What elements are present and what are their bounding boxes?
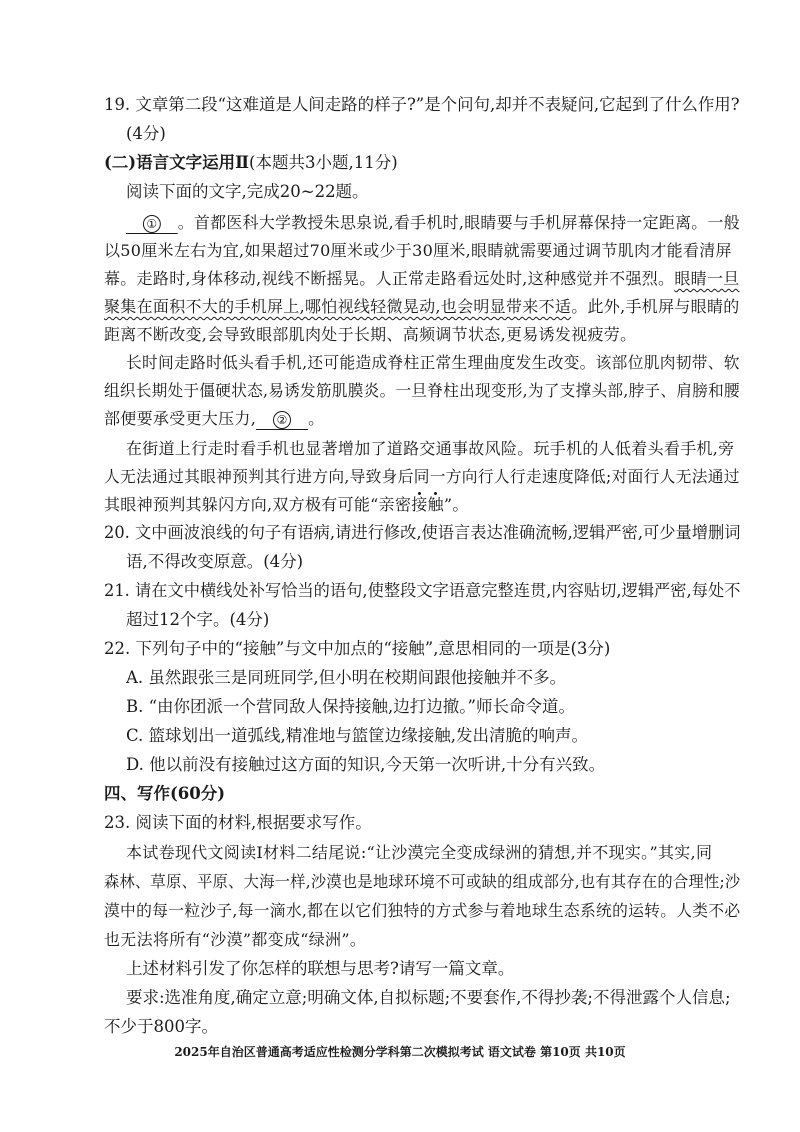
q22-stem: 22. 下列句子中的“接触”与文中加点的“接触”,意思相同的一项是(3分) — [104, 639, 611, 658]
wavy-sentence-part1: 眼睛一旦 — [674, 269, 740, 288]
passage-p1-line2: 以50厘米左右为宜,如果超过70厘米或少于30厘米,眼睛就需要通过调节肌肉才能看清屏 — [104, 241, 732, 260]
passage-p3-line3-end: ”。 — [443, 495, 469, 514]
section2-heading-rest: (本题共3小题,11分) — [249, 153, 398, 172]
q19-line2: (4分) — [126, 124, 166, 143]
section2-heading — [104, 152, 398, 174]
q22-option-a: A. 虽然跟张三是同班同学,但小明在校期间跟他接触并不多。 — [126, 668, 567, 687]
passage-p1-line5: 距离不断改变,会导致眼部肌肉处于长期、高频调节状态,更易诱发视疲劳。 — [104, 325, 637, 344]
q23-stem: 23. 阅读下面的材料,根据要求写作。 — [104, 813, 372, 832]
q21-line1: 21. 请在文中横线处补写恰当的语句,使整段文字语意完整连贯,内容贴切,逻辑严密,每处不 — [104, 581, 741, 600]
passage-p2-line3-end: 。 — [308, 409, 325, 428]
q21-line2: 超过12个字。(4分) — [126, 610, 270, 629]
section2-instruction: 阅读下面的文字,完成20~22题。 — [126, 182, 369, 201]
section2-heading-bold: (二)语言文字运用Ⅱ — [104, 153, 250, 172]
wavy-sentence-part2: 聚集在面积不大的手机屏上,哪怕视线轻微晃动,也会明显带来不适 — [104, 297, 572, 316]
passage-p1-line1 — [126, 212, 740, 234]
dotted-char-1: 接 — [411, 495, 428, 514]
q23-material-line3: 漠中的每一粒沙子,每一滴水,都在以它们独特的方式参与着地球生态系统的运转。人类不必 — [104, 901, 741, 920]
q22-option-c: C. 篮球划出一道弧线,精准地与篮筐边缘接触,发出清脆的响声。 — [126, 726, 589, 745]
passage-p3-line2: 人无法通过其眼神预判其行进方向,导致身后同一方向行人行走速度降低;对面行人无法通过 — [104, 467, 740, 486]
blank-1 — [126, 214, 178, 234]
section4-heading: 四、写作(60分) — [104, 784, 226, 803]
blank-2 — [256, 410, 308, 430]
q20-line1: 20. 文中画波浪线的句子有语病,请进行修改,使语言表达准确流畅,逻辑严密,可少量增删词 — [104, 523, 741, 542]
passage-p3-line3-text: 其眼神预判其躲闪方向,双方极有可能“亲密 — [104, 495, 412, 514]
passage-p3-line3 — [104, 494, 469, 516]
q20-line2: 语,不得改变原意。(4分) — [126, 552, 304, 571]
q23-material-line4: 也无法将所有“沙漠”都变成“绿洲”。 — [104, 930, 367, 949]
q22-option-b: B. “由你团派一个营同敌人保持接触,边打边撤。”师长命令道。 — [126, 697, 575, 716]
passage-p2-line3-text: 部便要承受更大压力, — [104, 409, 257, 428]
q19-line1: 19. 文章第二段“这难道是人间走路的样子?”是个问句,却并不表疑问,它起到了什么作用? — [104, 95, 740, 114]
passage-p2-line3 — [104, 408, 324, 430]
passage-p3-line1: 在街道上行走时看手机也显著增加了道路交通事故风险。玩手机的人低着头看手机,旁 — [126, 439, 735, 458]
passage-p1-line3 — [104, 268, 740, 290]
page-footer: 2025年自治区普通高考适应性检测分学科第二次模拟考试 语文试卷 第10页 共10页 — [174, 1045, 626, 1059]
passage-p1-line4-text: 。此外,手机屏与眼睛的 — [571, 297, 740, 316]
q23-requirements-line1: 要求:选准角度,确定立意;明确文体,自拟标题;不要套作,不得抄袭;不得泄露个人信息; — [126, 988, 731, 1007]
q22-option-d: D. 他以前没有接触过这方面的知识,今天第一次听讲,十分有兴致。 — [126, 755, 606, 774]
passage-p1-line1-text: 。首都医科大学教授朱思泉说,看手机时,眼睛要与手机屏幕保持一定距离。一般 — [177, 213, 740, 232]
dotted-char-2: 触 — [427, 495, 444, 514]
passage-p2-line1: 长时间走路时低头看手机,还可能造成脊柱正常生理曲度发生改变。该部位肌肉韧带、软 — [126, 353, 740, 372]
q23-requirements-line2: 不少于800字。 — [104, 1017, 218, 1036]
passage-p2-line2: 组织长期处于僵硬状态,易诱发筋肌膜炎。一旦脊柱出现变形,为了支撑头部,脖子、肩膀和腰 — [104, 381, 740, 400]
blank-1-number: ① — [143, 215, 161, 233]
q23-material-line1: 本试卷现代文阅读Ⅰ材料二结尾说:“让沙漠完全变成绿洲的猜想,并不现实。”其实,同 — [126, 843, 713, 862]
passage-p1-line4 — [104, 296, 740, 318]
q23-material-line2: 森林、草原、平原、大海一样,沙漠也是地球环境不可或缺的组成部分,也有其存在的合理性;沙 — [104, 872, 741, 891]
blank-2-number: ② — [273, 411, 291, 429]
passage-p1-line3-text: 幕。走路时,身体移动,视线不断摇晃。人正常走路看远处时,这种感觉并不强烈。 — [104, 269, 675, 288]
q23-prompt: 上述材料引发了你怎样的联想与思考?请写一篇文章。 — [126, 959, 515, 978]
